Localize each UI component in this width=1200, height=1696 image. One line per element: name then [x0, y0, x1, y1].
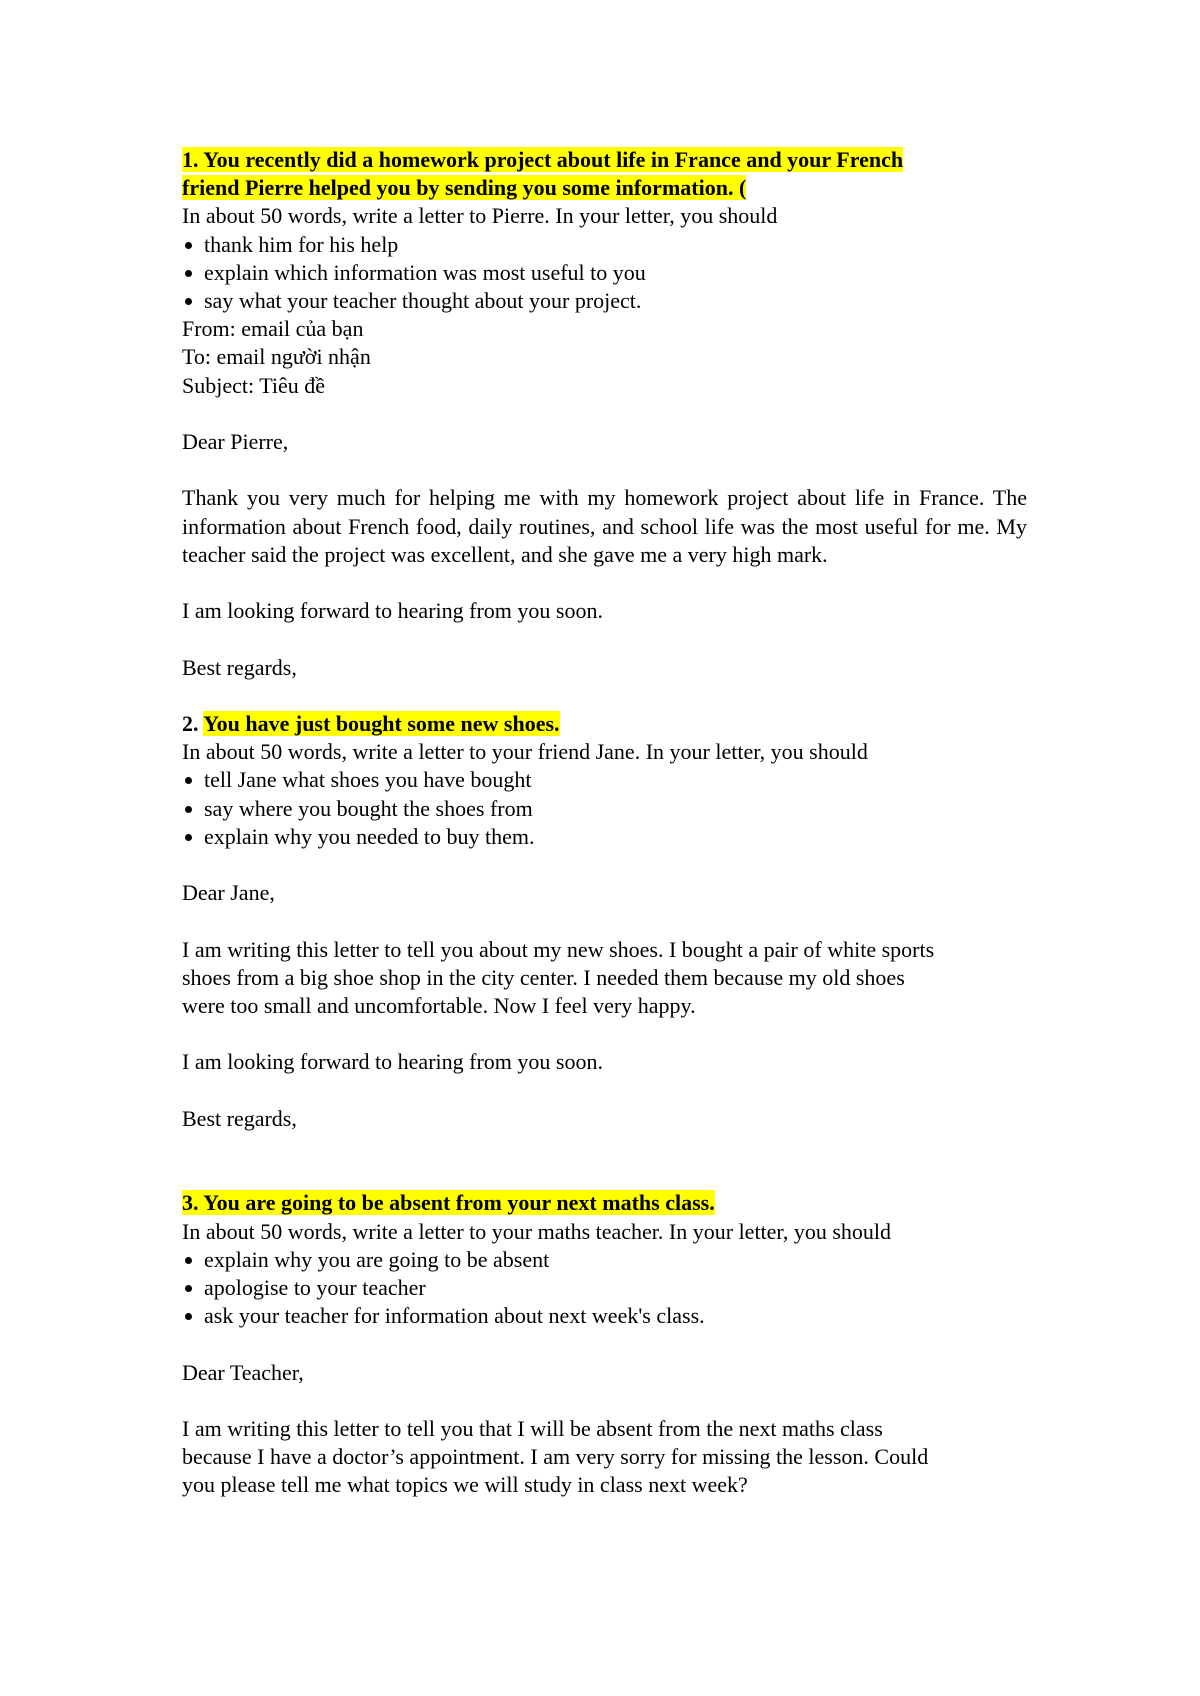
- bullet-icon: [185, 834, 192, 841]
- bullet-icon: [185, 242, 192, 249]
- letter-body-line: I am writing this letter to tell you about my new shoes. I bought a pair of white sports: [182, 936, 935, 962]
- bullet-item: [182, 1246, 1027, 1274]
- blank-line: [182, 682, 1027, 710]
- bullet-icon: [185, 806, 192, 813]
- blank-line: [182, 569, 1027, 597]
- blank-line: [182, 1020, 1027, 1048]
- letter-sign-off: Best regards,: [182, 1105, 297, 1131]
- section-3-bullet-list: [182, 1246, 1027, 1331]
- section-2-bullet-list: [182, 766, 1027, 851]
- email-from: From: email của bạn: [182, 316, 364, 342]
- bullet-text: ask your teacher for information about next week's class.: [204, 1303, 705, 1329]
- bullet-item: [182, 795, 1027, 823]
- letter-body-line: I am writing this letter to tell you that I will be absent from the next maths class: [182, 1415, 883, 1441]
- bullet-text: thank him for his help: [204, 231, 399, 257]
- bullet-icon: [185, 298, 192, 305]
- bullet-item: [182, 1274, 1027, 1302]
- section-3: [182, 1189, 1027, 1499]
- bullet-icon: [185, 777, 192, 784]
- section-1-instruction: In about 50 words, write a letter to Pierre. In your letter, you should: [182, 203, 778, 229]
- blank-line: [182, 907, 1027, 935]
- email-subject: Subject: Tiêu đề: [182, 372, 326, 398]
- heading-highlight: You have just bought some new shoes.: [203, 710, 560, 736]
- heading-highlight: 3. You are going to be absent from your next maths class.: [182, 1190, 715, 1216]
- blank-line: [182, 1330, 1027, 1358]
- letter-greeting: Dear Teacher,: [182, 1359, 304, 1385]
- section-2: [182, 710, 1027, 1189]
- heading-highlight: 1. You recently did a homework project about life in France and your French: [182, 147, 904, 172]
- bullet-icon: [185, 1313, 192, 1320]
- bullet-text: explain why you needed to buy them.: [204, 823, 535, 849]
- bullet-icon: [185, 270, 192, 277]
- section-3-heading: [182, 1189, 1027, 1217]
- document-content: [182, 146, 1027, 1500]
- section-2-instruction: In about 50 words, write a letter to your friend Jane. In your letter, you should: [182, 739, 868, 765]
- section-3-instruction: In about 50 words, write a letter to your maths teacher. In your letter, you should: [182, 1218, 892, 1244]
- bullet-item: [182, 231, 1027, 259]
- letter-body-line: shoes from a big shoe shop in the city center. I needed them because my old shoes: [182, 964, 905, 990]
- letter-closing: I am looking forward to hearing from you soon.: [182, 1049, 603, 1075]
- blank-line: [182, 1133, 1027, 1161]
- bullet-item: [182, 1302, 1027, 1330]
- bullet-text: explain why you are going to be absent: [204, 1246, 550, 1272]
- heading-number: 2.: [182, 710, 204, 736]
- bullet-text: say what your teacher thought about your project.: [204, 288, 642, 314]
- section-1-bullet-list: [182, 231, 1027, 316]
- blank-line: [182, 1077, 1027, 1105]
- blank-line: [182, 456, 1027, 484]
- blank-line: [182, 625, 1027, 653]
- email-to: To: email người nhận: [182, 344, 371, 370]
- bullet-text: explain which information was most useful to you: [204, 259, 646, 285]
- bullet-icon: [185, 1257, 192, 1264]
- bullet-text: apologise to your teacher: [204, 1274, 426, 1300]
- letter-greeting: Dear Pierre,: [182, 429, 289, 455]
- letter-body-line: because I have a doctor’s appointment. I am very sorry for missing the lesson. Could: [182, 1444, 929, 1470]
- bullet-item: [182, 259, 1027, 287]
- section-1: [182, 146, 1027, 710]
- section-2-heading: [182, 710, 1027, 738]
- letter-closing: I am looking forward to hearing from you soon.: [182, 598, 603, 624]
- bullet-text: tell Jane what shoes you have bought: [204, 767, 532, 793]
- bullet-item: [182, 766, 1027, 794]
- bullet-text: say where you bought the shoes from: [204, 795, 533, 821]
- letter-body-line: were too small and uncomfortable. Now I feel very happy.: [182, 992, 696, 1018]
- blank-line: [182, 851, 1027, 879]
- blank-line: [182, 1161, 1027, 1189]
- letter-sign-off: Best regards,: [182, 654, 297, 680]
- heading-highlight: friend Pierre helped you by sending you some information. (: [182, 175, 747, 201]
- section-1-heading: [182, 146, 1027, 174]
- letter-body-line: you please tell me what topics we will study in class next week?: [182, 1472, 748, 1498]
- bullet-icon: [185, 1285, 192, 1292]
- bullet-item: [182, 287, 1027, 315]
- blank-line: [182, 400, 1027, 428]
- blank-line: [182, 1387, 1027, 1415]
- bullet-item: [182, 823, 1027, 851]
- letter-body: Thank you very much for helping me with my homework project about life in France. The information about French food, daily routines, and school life was the most useful for me. My teacher said the project was excellent, and she gave me a very high mark.: [182, 485, 1027, 567]
- section-1-heading-cont: [182, 174, 1027, 202]
- letter-greeting: Dear Jane,: [182, 880, 275, 906]
